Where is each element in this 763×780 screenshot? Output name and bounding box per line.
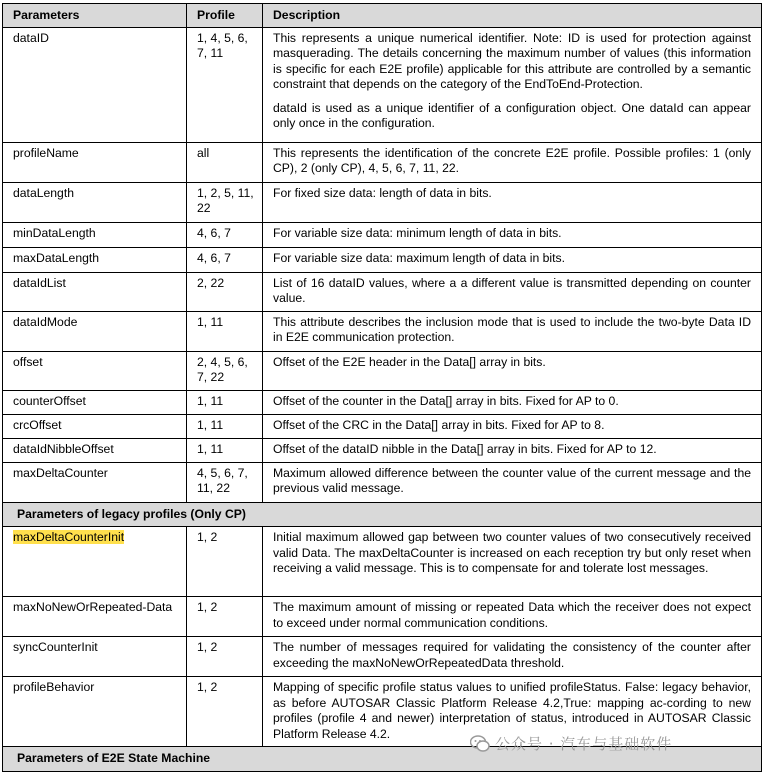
table-row (3, 142, 762, 182)
param-profile: 4, 6, 7 (187, 247, 263, 272)
param-name: offset (3, 351, 187, 390)
param-description: Initial maximum allowed gap between two counter values of two consecutively received valid Data. The maxDeltaCounter is increased on each reception try but only reset when receiving a valid message. This is to compensate for and tolerate lost messages. (263, 527, 762, 597)
wechat-icon (470, 735, 490, 753)
param-name: maxDataLength (3, 247, 187, 272)
param-description: Maximum allowed difference between the counter value of the current message and the previous valid message. (263, 462, 762, 502)
param-name: dataLength (3, 182, 187, 222)
param-name: dataIdNibbleOffset (3, 438, 187, 462)
param-profile: 1, 4, 5, 6, 7, 11 (187, 27, 263, 142)
section-row (3, 502, 762, 527)
param-profile: 2, 22 (187, 272, 263, 311)
param-name: minDataLength (3, 222, 187, 247)
param-name: profileName (3, 142, 187, 182)
param-profile: 1, 2 (187, 677, 263, 747)
param-name: counterOffset (3, 390, 187, 414)
param-profile: 4, 5, 6, 7, 11, 22 (187, 462, 263, 502)
table-row (3, 182, 762, 222)
header-description: Description (263, 4, 762, 28)
table-row (3, 390, 762, 414)
param-profile: 4, 6, 7 (187, 222, 263, 247)
table-row (3, 311, 762, 351)
table-row (3, 222, 762, 247)
param-name: dataID (3, 27, 187, 142)
highlighted-param-name: maxDeltaCounterInit (13, 530, 125, 544)
param-name: profileBehavior (3, 677, 187, 747)
param-description: For variable size data: minimum length of data in bits. (263, 222, 762, 247)
param-description: Offset of the E2E header in the Data[] array in bits. (263, 351, 762, 390)
param-description: For variable size data: maximum length of data in bits. (263, 247, 762, 272)
param-profile: 1, 2 (187, 527, 263, 597)
table-row (3, 27, 762, 142)
table-row (3, 272, 762, 311)
table-row (3, 637, 762, 677)
param-description: The number of messages required for validating the consistency of the counter after exceeding the maxNoNewOrRepeatedData threshold. (263, 637, 762, 677)
table-row (3, 597, 762, 637)
param-description: List of 16 dataID values, where a a different value is transmitted depending on counter value. (263, 272, 762, 311)
param-description: Offset of the counter in the Data[] array in bits. Fixed for AP to 0. (263, 390, 762, 414)
param-description: This attribute describes the inclusion mode that is used to include the two-byte Data ID in E2E communication protection. (263, 311, 762, 351)
table-row (3, 438, 762, 462)
param-profile: all (187, 142, 263, 182)
header-parameters: Parameters (3, 4, 187, 28)
parameters-table (2, 3, 762, 772)
param-profile: 1, 2, 5, 11, 22 (187, 182, 263, 222)
table-row (3, 414, 762, 438)
param-profile: 1, 11 (187, 438, 263, 462)
table-header-row (3, 4, 762, 28)
description-paragraph: This represents a unique numerical identifier. Note: ID is used for protection against masquerading. The details concerning the maximum number of values (this information is specific for each E2E profile) applicable for this attribute are controlled by a semantic constraint that depends on the category of the EndToEnd-Protection. (273, 30, 751, 91)
param-profile: 1, 2 (187, 597, 263, 637)
param-description: Offset of the CRC in the Data[] array in bits. Fixed for AP to 8. (263, 414, 762, 438)
param-profile: 2, 4, 5, 6, 7, 22 (187, 351, 263, 390)
param-profile: 1, 11 (187, 390, 263, 414)
table-row (3, 351, 762, 390)
param-profile: 1, 11 (187, 414, 263, 438)
param-name (3, 527, 187, 597)
header-profile: Profile (187, 4, 263, 28)
param-name: dataIdMode (3, 311, 187, 351)
param-name: maxDeltaCounter (3, 462, 187, 502)
param-profile: 1, 2 (187, 637, 263, 677)
section-heading-state-machine: Parameters of E2E State Machine (3, 747, 762, 772)
param-description: Mapping of specific profile status values to unified profileStatus. False: legacy behavior, as before AUTOSAR Classic Platform Release 4.2,True: mapping ac-cording to new profiles (profile 4 and newer) interpretation of status, introduced in AUTOSAR Classic Platform Release 4.2. (263, 677, 762, 747)
param-description: This represents the identification of the concrete E2E profile. Possible profiles: 1 (only CP), 2 (only CP), 4, 5, 6, 7, 11, 22. (263, 142, 762, 182)
table-row (3, 247, 762, 272)
param-description (263, 27, 762, 142)
param-name: crcOffset (3, 414, 187, 438)
param-name: maxNoNewOrRepeated-Data (3, 597, 187, 637)
watermark-text: 公众号 · 汽车与基础软件 (495, 735, 673, 753)
param-description: Offset of the dataID nibble in the Data[] array in bits. Fixed for AP to 12. (263, 438, 762, 462)
section-heading-legacy: Parameters of legacy profiles (Only CP) (3, 502, 762, 527)
param-name: dataIdList (3, 272, 187, 311)
description-paragraph: dataId is used as a unique identifier of a configuration object. One dataId can appear only once in the configuration. (273, 100, 751, 130)
table-row (3, 462, 762, 502)
param-description: The maximum amount of missing or repeated Data which the receiver does not expect to exceed under normal communication conditions. (263, 597, 762, 637)
param-profile: 1, 11 (187, 311, 263, 351)
param-description: For fixed size data: length of data in bits. (263, 182, 762, 222)
table-row (3, 527, 762, 597)
param-name: syncCounterInit (3, 637, 187, 677)
watermark (470, 733, 672, 754)
